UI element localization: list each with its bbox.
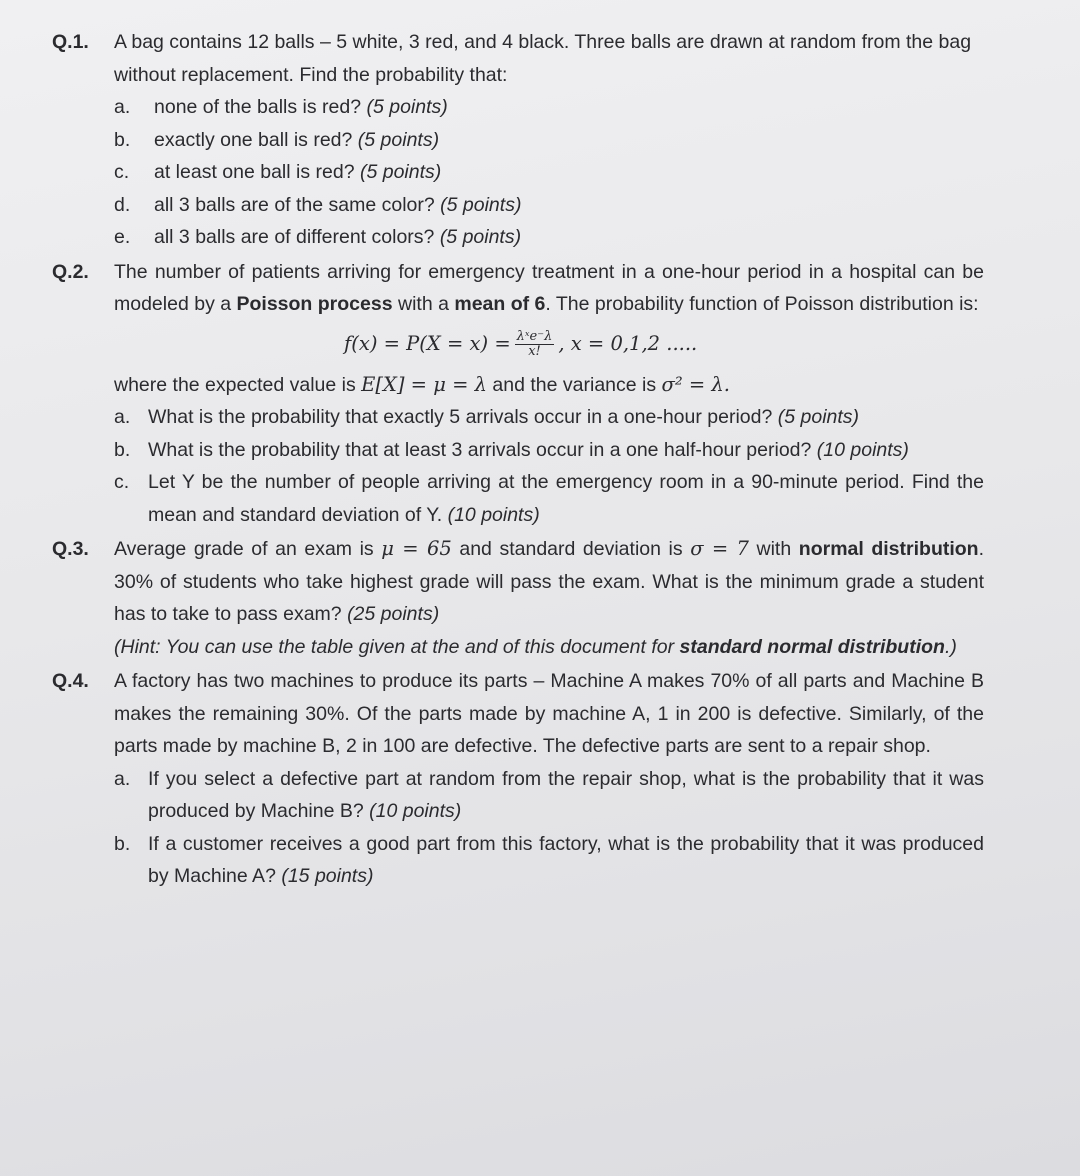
part-text: none of the balls is red? — [154, 96, 362, 118]
formula-rhs: , x = 0,1,2 ..... — [558, 332, 698, 356]
hint-part: (Hint: You can use the table given at the and of this document for — [114, 635, 675, 658]
question-stem — [114, 533, 984, 631]
question-part — [114, 401, 984, 434]
question-part — [114, 189, 984, 222]
question-part — [114, 124, 984, 157]
stem-bold-text: normal distribution — [798, 538, 979, 560]
question-number: Q.1. — [52, 31, 89, 53]
question-number: Q.4. — [52, 670, 89, 692]
part-text: If you select a defective part at random from the repair shop, what is the probability that it was produced by Machine B? — [148, 767, 984, 822]
part-points: (5 points) — [777, 406, 860, 428]
part-points: (10 points) — [369, 800, 462, 822]
stem-math: μ = 65 — [381, 537, 452, 560]
formula-numerator: λˣe⁻λ — [516, 329, 553, 344]
question-points: (25 points) — [347, 603, 440, 625]
stem-text: . 30% of students who take highest grade will pass the exam. What is the minimum grade a student has to take to pass exam? — [114, 538, 985, 625]
question-part — [114, 763, 984, 828]
part-letter: a. — [114, 767, 131, 790]
part-letter: e. — [114, 226, 131, 248]
formula-lhs: f(x) = P(X = x) = — [344, 332, 511, 356]
question-part — [114, 466, 984, 531]
question-number: Q.2. — [52, 260, 89, 283]
part-letter: b. — [114, 128, 131, 151]
part-letter: b. — [114, 438, 131, 461]
question-part — [114, 434, 984, 467]
part-letter: b. — [114, 832, 131, 855]
where-text: and the variance is — [492, 373, 657, 396]
question-part — [114, 91, 984, 124]
formula-denominator: x! — [528, 344, 541, 359]
formula-fraction — [515, 330, 555, 359]
hint-text — [114, 631, 984, 664]
stem-bold-text: Poisson process — [236, 293, 393, 315]
part-points: (10 points) — [816, 438, 909, 461]
stem-bold-text: mean of 6 — [454, 293, 546, 315]
part-points: (10 points) — [447, 503, 540, 526]
question-3 — [52, 533, 984, 663]
part-text: If a customer receives a good part from this factory, what is the probability that it was produced by Machine A? — [148, 832, 984, 887]
part-points: (15 points) — [281, 865, 374, 887]
question-stem: A bag contains 12 balls – 5 white, 3 red, and 4 black. Three balls are drawn at random from the bag without replacement. Find the probability that: — [114, 31, 972, 86]
part-letter: d. — [114, 193, 131, 216]
question-part — [114, 156, 984, 189]
part-points: (5 points) — [357, 128, 440, 151]
question-number: Q.3. — [52, 538, 89, 560]
question-stem — [114, 256, 984, 321]
stem-text: The number of patients arriving for emergency treatment in a one-hour period in a hospital can be modeled by a — [114, 260, 984, 315]
hint-part: .) — [944, 635, 957, 658]
stem-text: Average grade of an exam is — [114, 538, 374, 560]
stem-text: with a — [397, 293, 449, 315]
question-1 — [52, 26, 984, 254]
where-math: σ² = λ. — [661, 372, 730, 396]
stem-math: σ = 7 — [690, 537, 749, 560]
part-text: at least one ball is red? — [154, 161, 355, 183]
hint-bold-text: standard normal distribution — [679, 635, 945, 658]
part-text: What is the probability that exactly 5 arrivals occur in a one-hour period? — [148, 406, 773, 428]
part-letter: a. — [114, 96, 131, 118]
question-part — [114, 221, 984, 254]
question-part — [114, 828, 984, 893]
question-4 — [52, 665, 984, 893]
part-points: (5 points) — [440, 193, 522, 216]
part-points: (5 points) — [366, 96, 448, 118]
where-text: where the expected value is — [114, 373, 356, 396]
poisson-formula — [114, 321, 984, 369]
part-letter: a. — [114, 406, 131, 428]
part-letter: c. — [114, 161, 130, 183]
part-text: What is the probability that at least 3 arrivals occur in a one half-hour period? — [148, 438, 812, 461]
stem-text: and standard deviation is — [459, 538, 683, 560]
part-text: exactly one ball is red? — [154, 128, 353, 151]
part-text: all 3 balls are of different colors? — [154, 226, 435, 248]
stem-text: with — [756, 538, 792, 560]
part-text: Let Y be the number of people arriving at the emergency room in a 90-minute period. Find the mean and standard deviation of Y. — [148, 471, 984, 526]
where-math: E[X] = μ = λ — [361, 372, 487, 396]
part-letter: c. — [114, 471, 130, 493]
expected-value-line — [114, 369, 984, 402]
part-points: (5 points) — [359, 161, 442, 183]
question-stem: A factory has two machines to produce its parts – Machine A makes 70% of all parts and Machine B makes the remaining 30%. Of the parts made by machine A, 1 in 200 is defective. Similarly, of the parts made by machine B, 2 in 100 are defective. The defective parts are sent to a repair shop. — [114, 670, 984, 757]
part-text: all 3 balls are of the same color? — [154, 193, 435, 216]
part-points: (5 points) — [439, 226, 522, 248]
stem-text: . The probability function of Poisson distribution is: — [545, 293, 979, 315]
question-2 — [52, 256, 984, 532]
